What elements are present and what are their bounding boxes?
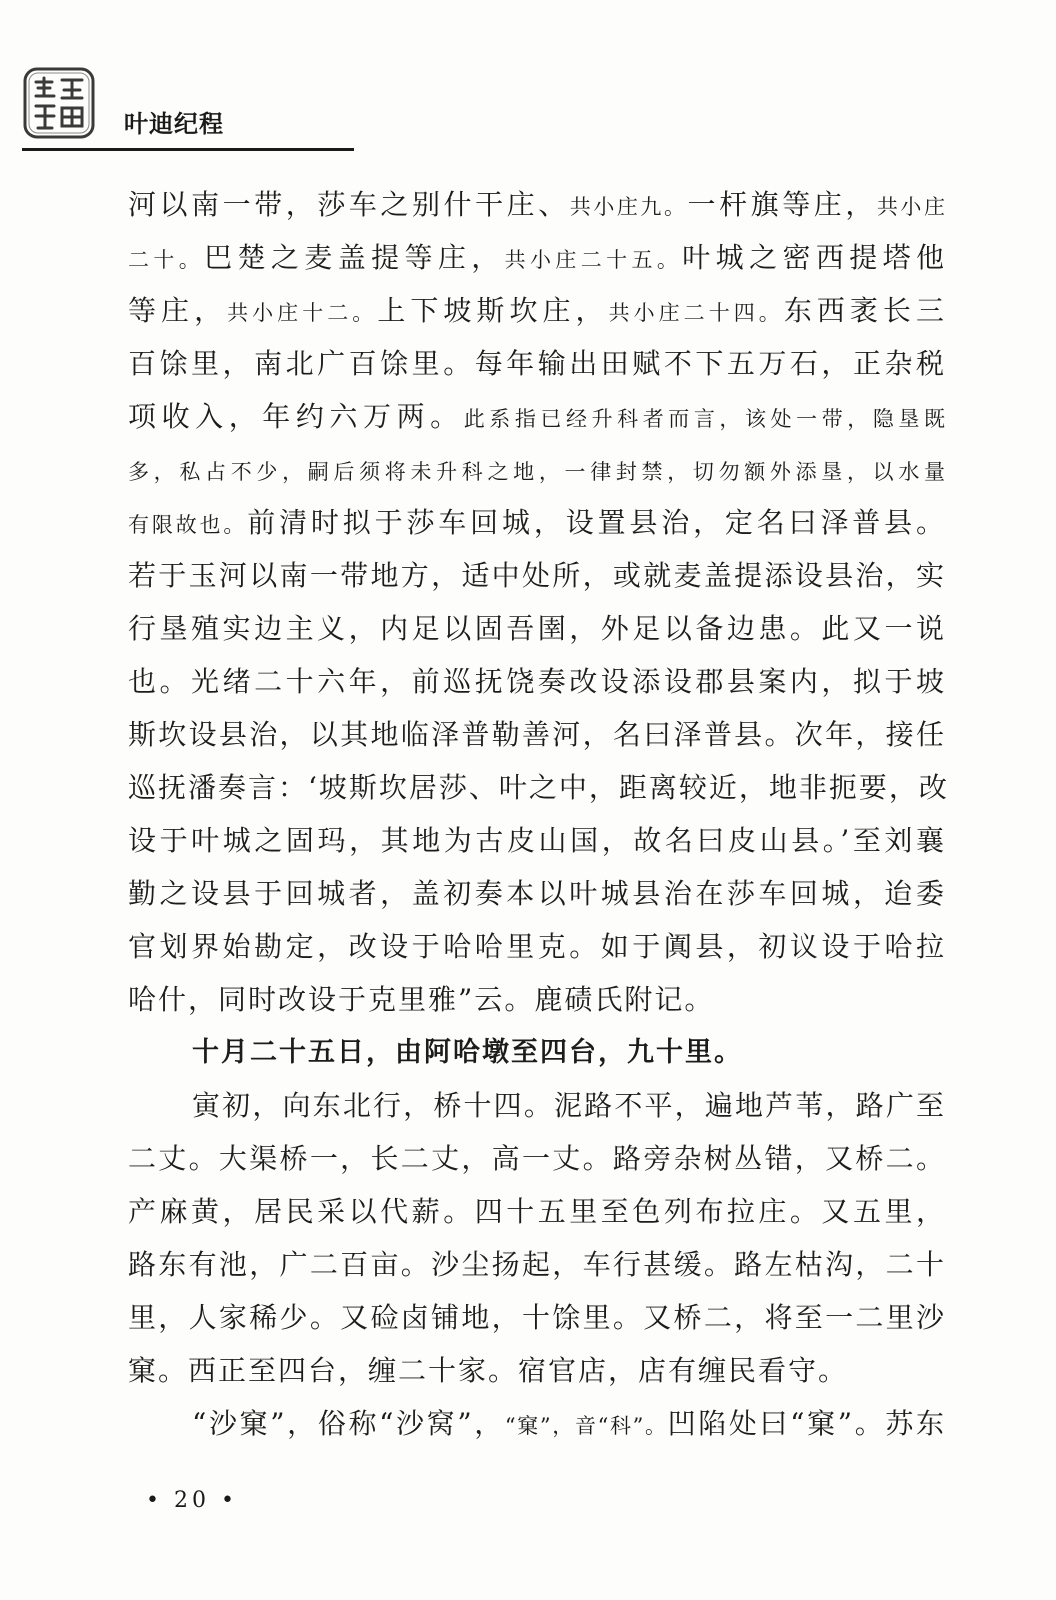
text-line: [128, 1344, 946, 1397]
main-text: 产麻黄，居民采以代薪。四十五里至色列布拉庄。又五里，: [128, 1195, 946, 1228]
text-line: [128, 1397, 946, 1450]
main-text: 哈什，同时改设于克里雅”云。鹿碛氏附记。: [128, 983, 715, 1016]
main-text: 凹陷处曰“窠”。苏东: [667, 1407, 946, 1440]
main-text: 百馀里，南北广百馀里。每年输出田赋不下五万石，正杂税: [128, 347, 946, 380]
main-text: 前清时拟于莎车回城，设置县治，定名曰泽普县。: [247, 506, 946, 539]
annotation-text: 二十。: [128, 248, 205, 272]
main-text: 路东有池，广二百亩。沙尘扬起，车行甚缓。路左枯沟，二十: [128, 1248, 946, 1281]
main-text: 巴楚之麦盖提等庄，: [204, 241, 505, 274]
text-line: [128, 1079, 946, 1132]
text-line: [128, 973, 946, 1026]
text-line: [128, 708, 946, 761]
text-line: [128, 867, 946, 920]
seal-logo-icon: [22, 66, 96, 140]
text-line: [128, 443, 946, 496]
annotation-text: 共小庄二十四。: [608, 301, 784, 325]
annotation-text: 共小庄十二。: [227, 301, 378, 325]
commentary-paragraph: [128, 178, 949, 1026]
main-text: 上下坡斯坎庄，: [377, 294, 609, 327]
text-line: [128, 1291, 946, 1344]
text-line: [128, 1132, 946, 1185]
entry-paragraph: [128, 1079, 946, 1397]
text-line: [128, 761, 949, 814]
main-text: 若于玉河以南一带地方，适中处所，或就麦盖提添设县治，实: [128, 559, 946, 592]
page-number: • 20 •: [146, 1488, 238, 1513]
main-text: 叶城之密西提塔他: [682, 241, 946, 274]
header-rule: [22, 148, 354, 151]
text-line: [128, 390, 946, 443]
text-line: [128, 814, 946, 867]
annotation-text: 共小庄二十五。: [504, 248, 683, 272]
text-line: [128, 602, 946, 655]
main-text: 斯坎设县治，以其地临泽普勒善河，名曰泽普县。次年，接任: [128, 718, 946, 751]
annotation-text: 有限故也。: [128, 513, 248, 537]
main-text: “沙窠”，俗称“沙窝”，: [192, 1407, 505, 1440]
main-text: 也。光绪二十六年，前巡抚饶奏改设添设郡县案内，拟于坡: [128, 665, 946, 698]
annotation-text: 共小庄: [876, 195, 946, 219]
text-line: [128, 496, 946, 549]
main-text: 东西袤长三: [783, 294, 946, 327]
main-text: 河以南一带，莎车之别什干庄、: [128, 188, 570, 221]
text-line: [128, 920, 946, 973]
main-text: 二丈。大渠桥一，长二丈，高一丈。路旁杂树丛错，又桥二。: [128, 1142, 946, 1175]
main-text: 等庄，: [128, 294, 228, 327]
text-line: [128, 284, 946, 337]
text-line: [128, 655, 946, 708]
main-text: 行垦殖实边主义，内足以固吾圉，外足以备边患。此又一说: [128, 612, 946, 645]
main-text: 设于叶城之固玛，其地为古皮山国，故名曰皮山县。’至刘襄: [128, 824, 946, 857]
page-body: [128, 178, 949, 1450]
main-text: 里，人家稀少。又硷卤铺地，十馀里。又桥二，将至一二里沙: [128, 1301, 946, 1334]
text-line: [128, 549, 946, 602]
text-line: [128, 337, 946, 390]
text-line: [128, 1238, 946, 1291]
text-line: [128, 178, 946, 231]
main-text: 项收入，年约六万两。: [128, 400, 464, 433]
main-text: 一杆旗等庄，: [687, 188, 877, 221]
main-text: 巡抚潘奏言：‘坡斯坎居莎、叶之中，距离较近，地非扼要，改: [128, 771, 949, 804]
entry-heading: 十月二十五日，由阿哈墩至四台，九十里。: [192, 1037, 743, 1068]
annotation-text: 共小庄九。: [569, 195, 688, 219]
text-line: [128, 231, 946, 284]
note-paragraph: [128, 1397, 946, 1450]
main-text: 勤之设县于回城者，盖初奏本以叶城县治在莎车回城，迨委: [128, 877, 946, 910]
main-text: 窠。西正至四台，缠二十家。宿官店，店有缠民看守。: [128, 1354, 849, 1387]
text-line: [128, 1185, 946, 1238]
annotation-text: “窠”，音“科”。: [504, 1414, 668, 1438]
main-text: 寅初，向东北行，桥十四。泥路不平，遍地芦苇，路广至: [192, 1089, 946, 1122]
annotation-text: 此系指已经升科者而言，该处一带，隐垦既: [463, 407, 946, 431]
running-header-title: 叶迪纪程: [124, 110, 224, 138]
annotation-text: 多，私占不少，嗣后须将未升科之地，一律封禁，切勿额外添垦，以水量: [128, 460, 946, 484]
main-text: 官划界始勘定，改设于哈哈里克。如于阗县，初议设于哈拉: [128, 930, 946, 963]
